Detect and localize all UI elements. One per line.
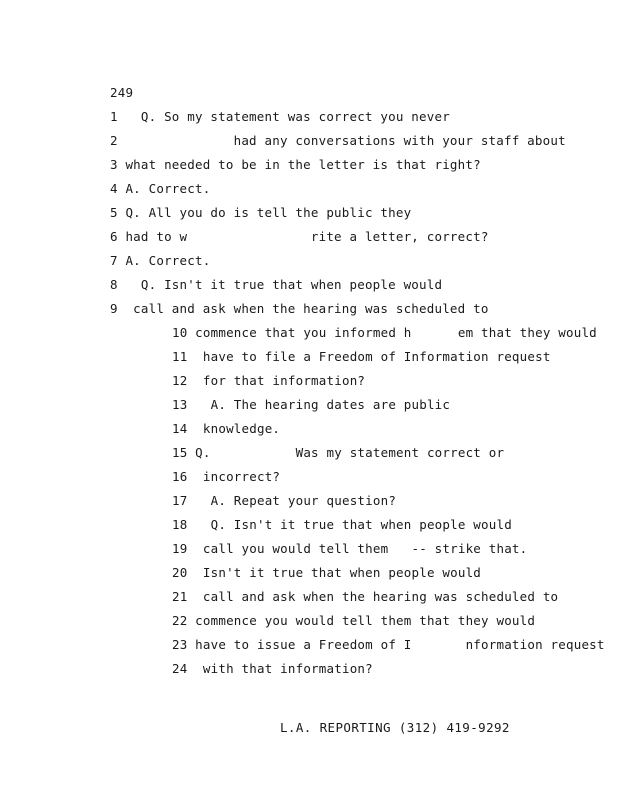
transcript-line: 14 knowledge. [172, 421, 281, 436]
transcript-line: 2 had any conversations with your staff about [110, 133, 566, 148]
transcript-line: 24 with that information? [172, 661, 373, 676]
transcript-line: 11 have to file a Freedom of Information request [172, 349, 551, 364]
transcript-line: 20 Isn't it true that when people would [172, 565, 482, 580]
transcript-line: 13 A. The hearing dates are public [172, 397, 451, 412]
transcript-line: 17 A. Repeat your question? [172, 493, 397, 508]
transcript-line: 7 A. Correct. [110, 253, 211, 268]
transcript-line: 19 call you would tell them -- strike that. [172, 541, 528, 556]
transcript-line: 18 Q. Isn't it true that when people would [172, 517, 512, 532]
transcript-line: 12 for that information? [172, 373, 366, 388]
transcript-line: 15 Q. Was my statement correct or [172, 445, 505, 460]
transcript-line: 5 Q. All you do is tell the public they [110, 205, 412, 220]
transcript-line: 8 Q. Isn't it true that when people would [110, 277, 443, 292]
transcript-line: 6 had to w rite a letter, correct? [110, 229, 489, 244]
transcript-line: 21 call and ask when the hearing was scheduled to [172, 589, 559, 604]
transcript-line: 4 A. Correct. [110, 181, 211, 196]
transcript-line: 1 Q. So my statement was correct you never [110, 109, 450, 124]
transcript-line: 9 call and ask when the hearing was scheduled to [110, 301, 489, 316]
transcript-line: 22 commence you would tell them that they would [172, 613, 536, 628]
transcript-line: 23 have to issue a Freedom of I nformation request [172, 637, 605, 652]
page-number: 249 [110, 85, 134, 100]
transcript-line: 10 commence that you informed h em that they would [172, 325, 597, 340]
reporter-footer: L.A. REPORTING (312) 419-9292 [280, 720, 510, 735]
transcript-line: 3 what needed to be in the letter is that right? [110, 157, 481, 172]
transcript-line: 16 incorrect? [172, 469, 281, 484]
